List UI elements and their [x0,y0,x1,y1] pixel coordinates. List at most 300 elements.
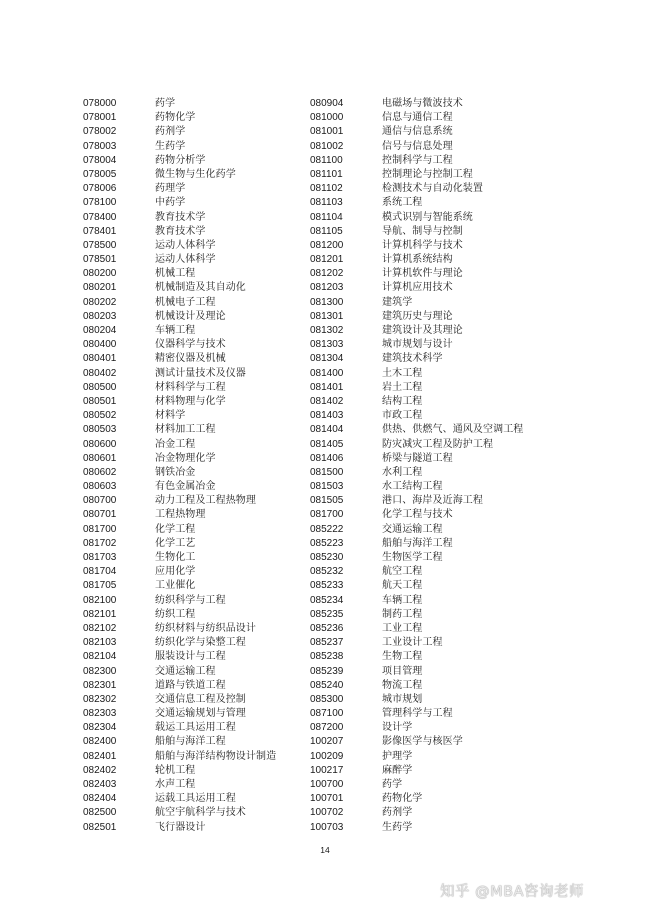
major-name: 船舶与海洋工程 [382,537,453,549]
major-name: 纺织科学与工程 [155,594,226,606]
major-name: 土木工程 [382,367,423,379]
list-item [310,480,523,494]
major-name: 冶金工程 [155,438,196,450]
list-item [310,409,523,423]
major-code: 081202 [310,268,344,280]
list-item [83,97,276,111]
list-item [310,764,523,778]
list-item [310,239,523,253]
list-item [310,508,523,522]
major-code: 080601 [83,452,117,464]
list-item [83,125,276,139]
major-code: 082301 [83,679,117,691]
major-code: 082303 [83,708,117,720]
major-name: 麻醉学 [382,764,413,776]
list-item [83,381,276,395]
major-name: 运动人体科学 [155,239,216,251]
list-item [310,537,523,551]
major-name: 冶金物理化学 [155,452,216,464]
major-code: 078005 [83,168,117,180]
major-name: 仪器科学与技术 [155,339,226,351]
major-name: 运动人体科学 [155,254,216,266]
major-code: 081406 [310,452,344,464]
major-name: 生物工程 [382,651,423,663]
list-item [310,523,523,537]
major-name: 钢铁冶金 [155,466,196,478]
list-item [310,707,523,721]
page-number: 14 [320,845,330,855]
list-item [310,281,523,295]
list-item [83,168,276,182]
list-item [310,650,523,664]
list-item [83,267,276,281]
major-code: 081705 [83,580,117,592]
list-item [83,735,276,749]
major-name: 港口、海岸及近海工程 [382,495,483,507]
major-name: 生物化工 [155,552,196,563]
major-code: 082404 [83,793,117,805]
major-name: 检测技术与自动化装置 [382,183,483,195]
list-item [310,636,523,650]
major-code: 082102 [83,622,117,634]
major-code: 082500 [83,807,117,819]
major-name: 车辆工程 [155,325,196,336]
major-name: 通信与信息系统 [382,126,453,138]
list-item [83,281,276,295]
major-code: 081201 [310,254,344,266]
major-name: 机械设计及理论 [155,310,226,322]
major-name: 化学工程 [155,523,196,535]
list-item [83,821,276,835]
list-item [83,239,276,253]
major-name: 计算机系统结构 [382,254,453,266]
major-code: 078400 [83,211,117,223]
major-name: 导航、制导与控制 [382,225,463,237]
list-item [310,211,523,225]
list-item [310,338,523,352]
major-name: 护理学 [382,750,413,762]
major-name: 载运工具运用工程 [155,722,236,734]
major-name: 制药工程 [382,608,423,620]
major-code: 085239 [310,665,344,677]
major-code: 100703 [310,821,344,833]
major-code: 082100 [83,594,117,606]
major-code: 081303 [310,339,344,351]
major-code: 078001 [83,112,117,124]
major-name: 材料加工工程 [155,424,216,436]
right-column [310,97,523,835]
major-name: 计算机科学与技术 [382,239,463,251]
left-column [83,97,276,835]
major-code: 085223 [310,537,344,549]
major-name: 计算机软件与理论 [382,268,463,280]
list-item [310,806,523,820]
major-name: 航空宇航科学与技术 [155,807,246,819]
list-item [310,679,523,693]
major-code: 080201 [83,282,117,294]
major-code: 080603 [83,481,117,493]
major-code: 081700 [310,509,344,521]
major-name: 工程热物理 [155,509,206,521]
major-code: 078100 [83,197,117,209]
list-item [83,409,276,423]
major-code: 087100 [310,708,344,720]
major-name: 材料物理与化学 [155,395,226,407]
major-code: 080501 [83,395,117,407]
list-item [310,721,523,735]
major-name: 教育技术学 [155,211,206,223]
major-name: 工业工程 [382,622,423,634]
major-code: 085234 [310,594,344,606]
major-name: 系统工程 [382,197,423,209]
major-name: 船舶与海洋结构物设计制造 [155,750,277,762]
major-name: 桥梁与隧道工程 [382,452,453,464]
list-item [83,778,276,792]
major-name: 工业催化 [155,580,196,592]
major-name: 中药学 [155,197,186,209]
major-code: 100207 [310,736,344,748]
major-code: 081500 [310,466,344,478]
major-name: 药学 [155,98,176,109]
major-code: 082501 [83,821,117,833]
major-name: 结构工程 [382,395,423,407]
list-item [310,594,523,608]
list-item [83,523,276,537]
major-name: 物流工程 [382,679,423,691]
list-item [83,537,276,551]
list-item [83,438,276,452]
list-item [83,806,276,820]
major-code: 081304 [310,353,344,365]
major-code: 081100 [310,154,343,166]
major-name: 交通运输工程 [155,665,216,677]
major-code: 087200 [310,722,344,734]
major-code: 081505 [310,495,344,507]
list-item [310,267,523,281]
list-item [83,579,276,593]
major-code: 080200 [83,268,117,280]
major-code: 082400 [83,736,117,748]
list-item [310,125,523,139]
major-name: 机械电子工程 [155,296,216,308]
major-code: 085222 [310,523,344,535]
major-name: 交通运输工程 [382,523,443,535]
list-item [83,565,276,579]
major-name: 水利工程 [382,466,423,478]
list-item [83,693,276,707]
major-name: 动力工程及工程热物理 [155,495,256,507]
major-code: 082401 [83,750,117,762]
list-item [83,367,276,381]
list-item [83,182,276,196]
major-code: 081402 [310,395,344,407]
major-name: 药物分析学 [155,154,206,166]
major-name: 材料学 [155,410,186,422]
major-name: 航空工程 [382,566,423,578]
list-item [83,111,276,125]
list-item [83,594,276,608]
major-code: 081301 [310,310,344,322]
major-code: 081704 [83,566,117,578]
major-name: 精密仪器及机械 [155,353,226,365]
major-code: 082104 [83,651,117,663]
major-code: 100209 [310,750,344,762]
list-item [310,551,523,565]
major-name: 药理学 [155,183,186,195]
major-name: 建筑设计及其理论 [382,325,463,336]
major-code: 078500 [83,239,117,251]
major-name: 信息与通信工程 [382,112,453,124]
major-name: 化学工艺 [155,537,196,549]
major-name: 生药学 [382,821,413,833]
major-code: 081302 [310,325,344,336]
major-name: 城市规划 [382,693,423,705]
major-name: 防灾减灾工程及防护工程 [382,438,494,450]
list-item [83,750,276,764]
major-code: 082402 [83,764,117,776]
list-item [310,182,523,196]
major-name: 市政工程 [382,410,423,422]
major-name: 供热、供燃气、通风及空调工程 [382,424,524,436]
major-name: 纺织工程 [155,608,196,620]
list-item [83,338,276,352]
major-code: 085237 [310,637,344,649]
list-item [83,480,276,494]
major-name: 岩土工程 [382,381,423,393]
major-code: 081105 [310,225,343,237]
list-item [310,665,523,679]
list-item [310,253,523,267]
major-name: 控制科学与工程 [382,154,453,166]
major-code: 078006 [83,183,117,195]
major-code: 085230 [310,552,344,563]
major-name: 模式识别与智能系统 [382,211,473,223]
major-name: 建筑历史与理论 [382,310,453,322]
list-item [310,778,523,792]
major-name: 药剂学 [382,807,413,819]
major-code: 081702 [83,537,117,549]
list-item [83,140,276,154]
major-code: 085300 [310,693,344,705]
list-item [83,324,276,338]
major-code: 082300 [83,665,117,677]
list-item [310,395,523,409]
major-name: 车辆工程 [382,594,423,606]
list-item [83,310,276,324]
list-item [310,381,523,395]
list-item [310,494,523,508]
major-code: 085233 [310,580,344,592]
major-name: 药物化学 [155,112,196,124]
major-name: 设计学 [382,722,413,734]
major-code: 085236 [310,622,344,634]
list-item [310,622,523,636]
major-code: 085238 [310,651,344,663]
list-item [310,608,523,622]
major-name: 测试计量技术及仪器 [155,367,246,379]
major-name: 材料科学与工程 [155,381,226,393]
major-code: 081001 [310,126,344,138]
list-item [310,310,523,324]
major-code: 080204 [83,325,117,336]
list-item [83,707,276,721]
list-item [310,324,523,338]
list-item [83,721,276,735]
list-item [83,608,276,622]
major-code: 085232 [310,566,344,578]
major-code: 078501 [83,254,117,266]
major-code: 078401 [83,225,117,237]
major-code: 081102 [310,183,343,195]
major-name: 交通运输规划与管理 [155,708,246,720]
major-name: 教育技术学 [155,225,206,237]
major-code: 080401 [83,353,117,365]
major-code: 080402 [83,367,117,379]
major-name: 应用化学 [155,566,196,578]
list-item [83,423,276,437]
major-code: 082302 [83,693,117,705]
major-name: 项目管理 [382,665,423,677]
major-name: 轮机工程 [155,764,196,776]
list-item [310,438,523,452]
list-item [83,296,276,310]
major-code: 081401 [310,381,344,393]
major-code: 081101 [310,168,343,180]
major-name: 机械工程 [155,268,196,280]
major-code: 078000 [83,98,117,109]
list-item [310,750,523,764]
major-name: 建筑技术科学 [382,353,443,365]
major-name: 微生物与生化药学 [155,168,236,180]
major-code: 085240 [310,679,344,691]
list-item [310,452,523,466]
major-code: 082403 [83,779,117,790]
list-item [310,154,523,168]
major-code: 082103 [83,637,117,649]
major-name: 计算机应用技术 [382,282,453,294]
list-item [310,821,523,835]
list-item [83,622,276,636]
major-code: 078003 [83,140,117,152]
list-item [83,764,276,778]
major-code: 080202 [83,296,117,308]
list-item [310,225,523,239]
list-item [83,352,276,366]
list-item [83,225,276,239]
major-code: 080602 [83,466,117,478]
list-item [83,154,276,168]
major-code: 081200 [310,239,344,251]
list-item [83,196,276,210]
major-code: 080600 [83,438,117,450]
list-item [310,579,523,593]
major-code: 081103 [310,197,343,209]
major-code: 081104 [310,211,343,223]
list-item [83,792,276,806]
major-name: 生药学 [155,140,186,152]
list-item [310,111,523,125]
major-code: 080700 [83,495,117,507]
major-code: 081300 [310,296,344,308]
major-code: 100217 [310,764,344,776]
major-code: 082304 [83,722,117,734]
major-name: 纺织化学与染整工程 [155,637,246,649]
major-code: 081700 [83,523,117,535]
major-code: 082101 [83,608,117,620]
major-code: 080400 [83,339,117,351]
major-code: 080503 [83,424,117,436]
major-name: 影像医学与核医学 [382,736,463,748]
list-item [310,792,523,806]
list-item [83,679,276,693]
major-name: 控制理论与控制工程 [382,168,473,180]
list-item [83,253,276,267]
major-name: 药学 [382,779,403,790]
major-code: 081405 [310,438,344,450]
major-name: 信号与信息处理 [382,140,453,152]
major-name: 生物医学工程 [382,552,443,563]
list-item [310,693,523,707]
major-name: 纺织材料与纺织品设计 [155,622,256,634]
major-code: 081000 [310,112,344,124]
major-name: 药物化学 [382,793,423,805]
major-name: 航天工程 [382,580,423,592]
major-name: 有色金属冶金 [155,481,216,493]
list-item [83,650,276,664]
list-item [310,735,523,749]
list-item [83,395,276,409]
major-name: 运载工具运用工程 [155,793,236,805]
major-name: 药剂学 [155,126,186,138]
list-item [83,466,276,480]
major-code: 080502 [83,410,117,422]
major-name: 交通信息工程及控制 [155,693,246,705]
major-code: 081404 [310,424,344,436]
list-item [83,665,276,679]
major-code: 081703 [83,552,117,563]
major-name: 服装设计与工程 [155,651,226,663]
list-item [310,196,523,210]
major-name: 道路与铁道工程 [155,679,226,691]
major-code: 081400 [310,367,344,379]
watermark: 知乎 @MBA咨询老师 [440,884,584,900]
major-code: 100700 [310,779,344,790]
list-item [83,551,276,565]
list-item [310,296,523,310]
major-code: 081403 [310,410,344,422]
major-name: 城市规划与设计 [382,339,453,351]
list-item [83,211,276,225]
major-name: 船舶与海洋工程 [155,736,226,748]
major-code: 080203 [83,310,117,322]
list-item [310,466,523,480]
major-name: 机械制造及其自动化 [155,282,246,294]
major-code: 081002 [310,140,344,152]
major-name: 电磁场与微波技术 [382,98,463,109]
major-name: 化学工程与技术 [382,509,453,521]
major-name: 水声工程 [155,779,196,790]
list-item [310,168,523,182]
major-name: 水工结构工程 [382,481,443,493]
list-item [310,352,523,366]
list-item [310,565,523,579]
list-item [310,367,523,381]
list-item [310,423,523,437]
major-name: 工业设计工程 [382,637,443,649]
major-code: 078002 [83,126,117,138]
major-code: 080500 [83,381,117,393]
major-code: 080701 [83,509,117,521]
